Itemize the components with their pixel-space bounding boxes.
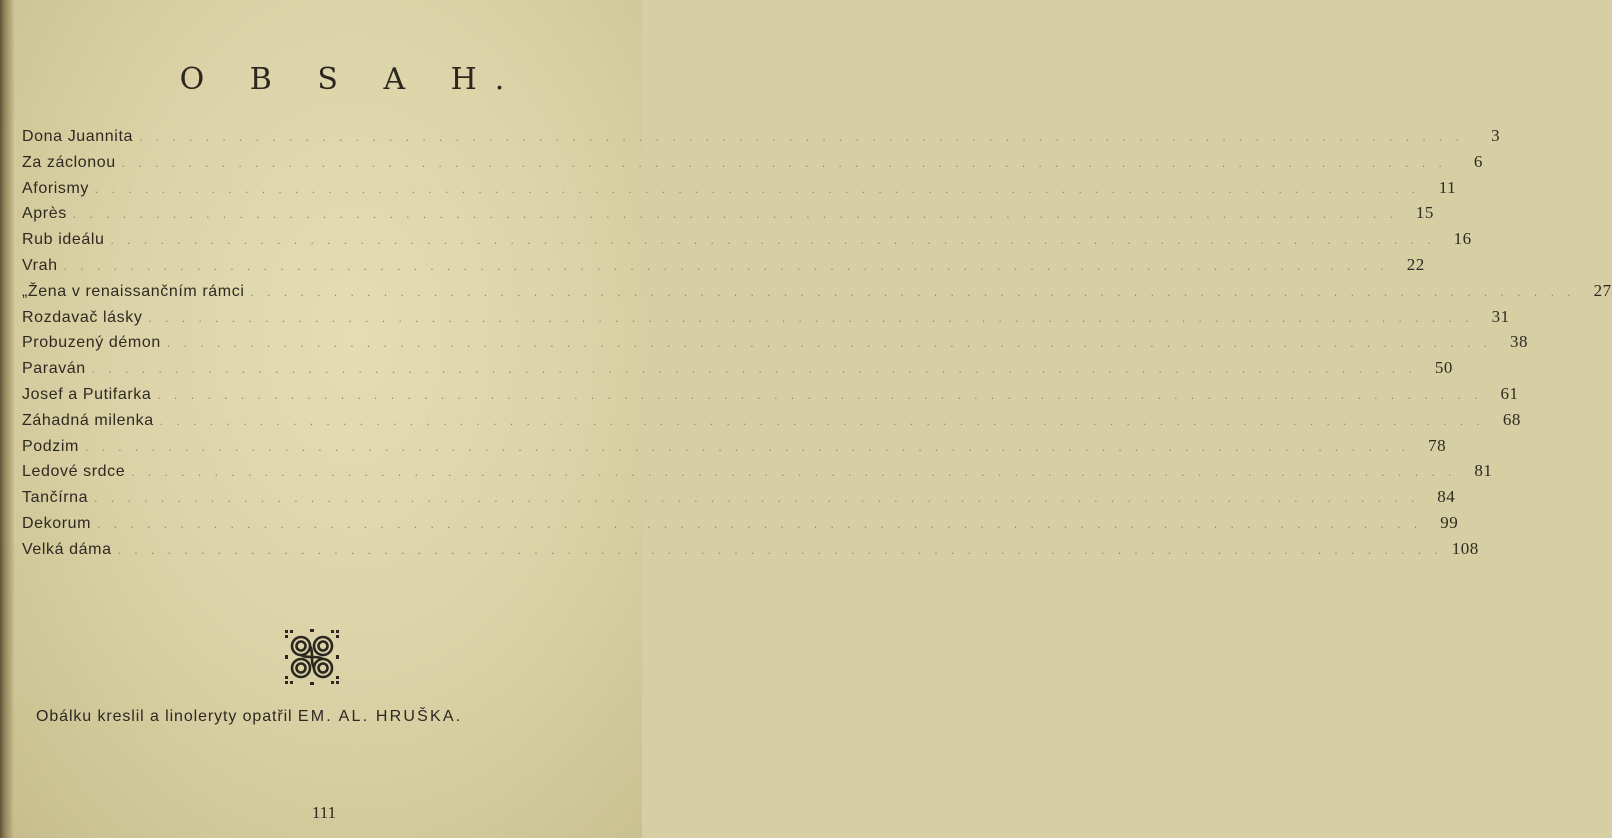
toc-entry-page: 11: [1438, 177, 1457, 197]
toc-dot-leader: . . . . . . . . . . . . . . . . . . . . . . . . . . . . . . . . . . . . . . . . . . . . . . . . . . . . . . . . . . . . . . . . . . . . . . . . . . . . . . . .: [95, 181, 1421, 196]
toc-entry: [22, 409, 1521, 436]
toc-entry-page: 61: [1500, 383, 1519, 403]
toc-entry-page: 38: [1509, 332, 1528, 352]
toc-dot-leader: . . . . . . . . . . . . . . . . . . . . . . . . . . . . . . . . . . . . . . . . . . . . . . . . . . . . . . . . . . . . . . . . . . . . . . . . . . . . . . . .: [157, 387, 1483, 402]
toc-entry-page: 50: [1434, 358, 1453, 378]
toc-entry-page: 68: [1502, 409, 1521, 429]
toc-entry-page: 78: [1428, 435, 1447, 455]
toc-entry-title: Rozdavač lásky: [22, 308, 143, 326]
toc-entry: [22, 203, 1434, 229]
page-number: 111: [311, 803, 337, 822]
toc-dot-leader: . . . . . . . . . . . . . . . . . . . . . . . . . . . . . . . . . . . . . . . . . . . . . . . . . . . . . . . . . . . . . . . . . . . . . . . . . . . . . . . .: [159, 413, 1485, 428]
toc-entry-title: Josef a Putifarka: [22, 385, 152, 403]
toc-entry: [22, 487, 1456, 513]
spine-shadow: [0, 0, 14, 838]
toc-entry-page: 27: [1593, 280, 1612, 300]
toc-entry-page: 3: [1491, 126, 1501, 145]
toc-entry-title: Après: [22, 205, 67, 223]
toc-entry-page: 6: [1473, 151, 1483, 171]
toc-entry-title: Dekorum: [22, 514, 92, 532]
toc-entry-title: Podzim: [22, 437, 79, 455]
toc-dot-leader: . . . . . . . . . . . . . . . . . . . . . . . . . . . . . . . . . . . . . . . . . . . . . . . . . . . . . . . . . . . . . . . . . . . . . . . . . . . . . . . .: [148, 310, 1474, 325]
toc-entry: [22, 126, 1501, 152]
toc-entry-title: Aforismy: [22, 179, 90, 197]
toc-dot-leader: . . . . . . . . . . . . . . . . . . . . . . . . . . . . . . . . . . . . . . . . . . . . . . . . . . . . . . . . . . . . . . . . . . . . . . . . . . . . . . . .: [97, 516, 1423, 531]
toc-entry: [22, 435, 1447, 462]
toc-entry-title: Za záclonou: [22, 153, 116, 171]
credit-text: Obálku kreslil a linoleryty opatřil: [36, 708, 293, 725]
toc-dot-leader: . . . . . . . . . . . . . . . . . . . . . . . . . . . . . . . . . . . . . . . . . . . . . . . . . . . . . . . . . . . . . . . . . . . . . . . . . . . . . . . .: [250, 284, 1576, 299]
toc-entry-title: Paraván: [22, 360, 86, 378]
toc-entry: [22, 280, 1612, 307]
toc-entry-title: Probuzený démon: [22, 334, 161, 352]
toc-dot-leader: . . . . . . . . . . . . . . . . . . . . . . . . . . . . . . . . . . . . . . . . . . . . . . . . . . . . . . . . . . . . . . . . . . . . . . . . . . . . . . . .: [121, 155, 1447, 170]
toc-entry-page: 81: [1474, 461, 1493, 481]
toc-entry-title: „Žena v renaissančním rámci: [22, 282, 245, 300]
toc-entry-page: 15: [1415, 203, 1434, 223]
toc-dot-leader: . . . . . . . . . . . . . . . . . . . . . . . . . . . . . . . . . . . . . . . . . . . . . . . . . . . . . . . . . . . . . . . . . . . . . . . . . . . . . . . .: [131, 465, 1457, 480]
toc-entry-title: Vrah: [22, 256, 58, 274]
toc-dot-leader: . . . . . . . . . . . . . . . . . . . . . . . . . . . . . . . . . . . . . . . . . . . . . . . . . . . . . . . . . . . . . . . . . . . . . . . . . . . . . . . .: [94, 491, 1420, 506]
toc-entry: [22, 151, 1483, 178]
table-of-contents: [22, 126, 1612, 565]
toc-dot-leader: . . . . . . . . . . . . . . . . . . . . . . . . . . . . . . . . . . . . . . . . . . . . . . . . . . . . . . . . . . . . . . . . . . . . . . . . . . . . . . . .: [166, 336, 1492, 351]
toc-entry-title: Dona Juannita: [22, 128, 133, 145]
toc-entry-page: 31: [1491, 306, 1510, 326]
toc-entry: [22, 461, 1493, 487]
page-title: O B S A H.: [179, 62, 523, 97]
celtic-spiral-knot-icon: [284, 628, 340, 686]
toc-dot-leader: . . . . . . . . . . . . . . . . . . . . . . . . . . . . . . . . . . . . . . . . . . . . . . . . . . . . . . . . . . . . . . . . . . . . . . . . . . . . . . . .: [139, 130, 1465, 144]
toc-dot-leader: . . . . . . . . . . . . . . . . . . . . . . . . . . . . . . . . . . . . . . . . . . . . . . . . . . . . . . . . . . . . . . . . . . . . . . . . . . . . . . . .: [72, 207, 1398, 222]
toc-entry: [22, 229, 1472, 255]
toc-dot-leader: . . . . . . . . . . . . . . . . . . . . . . . . . . . . . . . . . . . . . . . . . . . . . . . . . . . . . . . . . . . . . . . . . . . . . . . . . . . . . . . .: [117, 542, 1443, 557]
toc-entry-title: Ledové srdce: [22, 463, 126, 481]
toc-entry-page: 99: [1440, 512, 1459, 532]
toc-dot-leader: . . . . . . . . . . . . . . . . . . . . . . . . . . . . . . . . . . . . . . . . . . . . . . . . . . . . . . . . . . . . . . . . . . . . . . . . . . . . . . . .: [91, 362, 1417, 377]
toc-entry: [22, 383, 1519, 410]
toc-entry-page: 84: [1437, 487, 1456, 507]
toc-entry-page: 22: [1406, 254, 1425, 274]
toc-entry-title: Velká dáma: [22, 540, 112, 558]
toc-dot-leader: . . . . . . . . . . . . . . . . . . . . . . . . . . . . . . . . . . . . . . . . . . . . . . . . . . . . . . . . . . . . . . . . . . . . . . . . . . . . . . . .: [110, 233, 1436, 248]
toc-entry-page: 108: [1451, 538, 1479, 558]
toc-entry: [22, 538, 1479, 565]
illustrator-name: EM. AL. HRUŠKA.: [297, 708, 463, 725]
toc-entry: [22, 512, 1459, 539]
toc-entry-page: 16: [1453, 229, 1472, 249]
toc-entry: [22, 254, 1425, 281]
cover-credit: [36, 708, 462, 726]
toc-entry-title: Rub ideálu: [22, 231, 105, 249]
toc-dot-leader: . . . . . . . . . . . . . . . . . . . . . . . . . . . . . . . . . . . . . . . . . . . . . . . . . . . . . . . . . . . . . . . . . . . . . . . . . . . . . . . .: [63, 258, 1389, 273]
toc-entry: [22, 177, 1457, 204]
toc-entry: [22, 306, 1510, 333]
toc-entry-title: Záhadná milenka: [22, 411, 154, 429]
toc-entry-title: Tančírna: [22, 489, 89, 507]
toc-entry: [22, 332, 1528, 358]
toc-entry: [22, 358, 1453, 384]
toc-dot-leader: . . . . . . . . . . . . . . . . . . . . . . . . . . . . . . . . . . . . . . . . . . . . . . . . . . . . . . . . . . . . . . . . . . . . . . . . . . . . . . . .: [84, 439, 1411, 454]
